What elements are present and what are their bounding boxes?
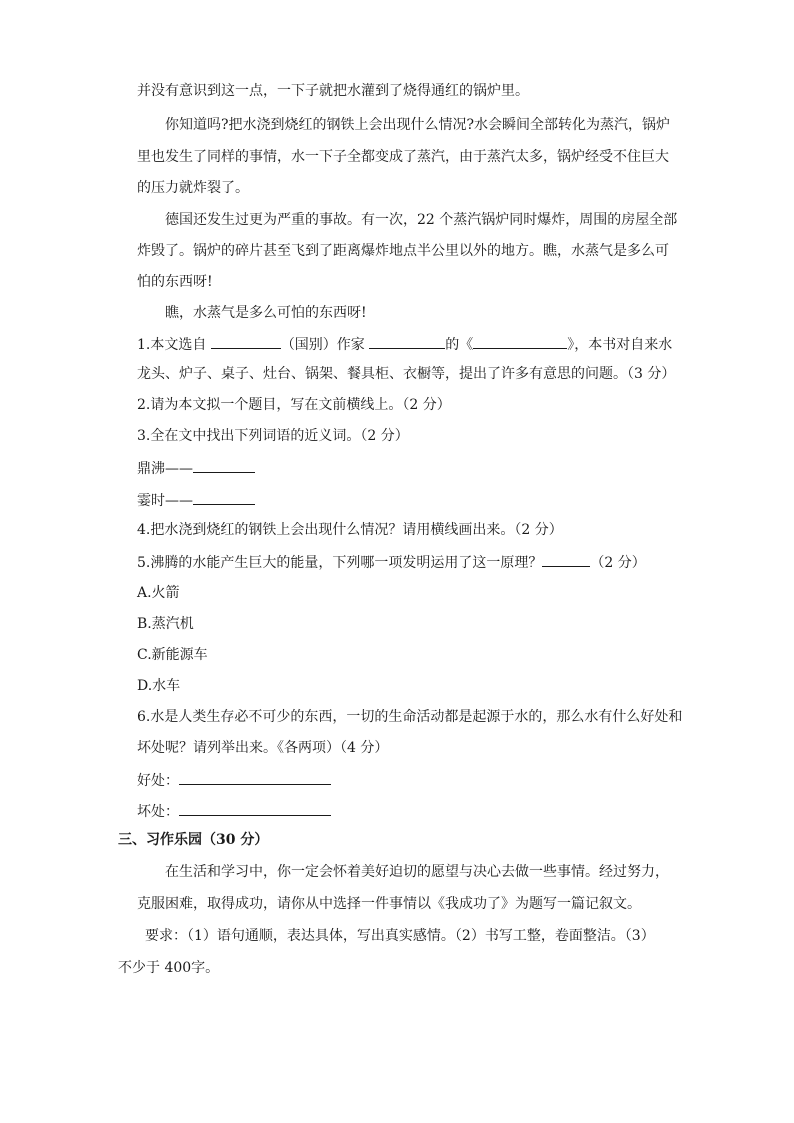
- disadvantages-blank[interactable]: [179, 800, 331, 816]
- option-d: D.水车: [137, 678, 181, 694]
- question-5-score: （2 分）: [590, 555, 646, 571]
- question-4: 4.把水浇到烧红的钢铁上会出现什么情况？请用横线画出来。（2 分）: [137, 522, 563, 538]
- passage-line: 你知道吗?把水浇到烧红的钢铁上会出现什么情况?水会瞬间全部转化为蒸汽，锅炉: [165, 117, 671, 133]
- passage-line: 炸毁了。锅炉的碎片甚至飞到了距离爆炸地点半公里以外的地方。瞧，水蒸气是多么可: [137, 243, 669, 259]
- question-3: 3.全在文中找出下列词语的近义词。（2 分）: [137, 428, 409, 444]
- advantages-blank[interactable]: [179, 769, 331, 785]
- passage-line: 的压力就炸裂了。: [137, 180, 249, 196]
- disadvantages-row: [137, 800, 331, 822]
- passage-line: 瞧，水蒸气是多么可怕的东西呀!: [165, 305, 367, 321]
- passage-line: 德国还发生过更为严重的事故。有一次，22 个蒸汽锅炉同时爆炸，周围的房屋全部: [165, 212, 678, 228]
- author-blank[interactable]: [369, 333, 445, 349]
- question-5-text: 5.沸腾的水能产生巨大的能量，下列哪一项发明运用了这一原理？: [137, 555, 543, 571]
- question-1-line2: 龙头、炉子、桌子、灶台、锅架、餐具柜、衣橱等，提出了许多有意思的问题。（3 分）: [137, 366, 676, 382]
- synonym-item-a: [137, 457, 255, 479]
- essay-requirements: 要求：（1）语句通顺，表达具体，写出真实感情。（2）书写工整，卷面整洁。（3）: [145, 928, 655, 944]
- essay-prompt-line: 克服困难，取得成功，请你从中选择一件事情以《我成功了》为题写一篇记叙文。: [137, 896, 641, 912]
- passage-line: 并没有意识到这一点，一下子就把水灌到了烧得通红的锅炉里。: [137, 83, 529, 99]
- synonym-word-a: 鼎沸——: [137, 461, 193, 477]
- advantages-row: [137, 769, 331, 791]
- question-1-end: 》，本书对自来水: [567, 337, 673, 353]
- passage-line: 怕的东西呀!: [137, 274, 213, 290]
- essay-prompt-line: 在生活和学习中，你一定会怀着美好迫切的愿望与决心去做一些事情。经过努力，: [165, 864, 669, 880]
- option-c: C.新能源车: [137, 647, 208, 663]
- question-1-mid1: （国别）作家: [280, 337, 365, 353]
- question-6: 6.水是人类生存必不可少的东西，一切的生命活动都是起源于水的，那么水有什么好处和: [137, 709, 683, 725]
- question-1: [137, 333, 672, 355]
- passage-line: 里也发生了同样的事情，水一下子全都变成了蒸汽，由于蒸汽太多，锅炉经受不住巨大: [137, 149, 669, 165]
- country-blank[interactable]: [211, 333, 281, 349]
- advantages-label: 好处：: [137, 773, 179, 789]
- essay-requirements-line2: 不少于 400字。: [118, 960, 220, 976]
- synonym-blank-b[interactable]: [193, 489, 255, 505]
- question-2: 2.请为本文拟一个题目，写在文前横线上。（2 分）: [137, 397, 451, 413]
- option-b: B.蒸汽机: [137, 616, 194, 632]
- question-5: [137, 551, 646, 573]
- question-6-line2: 坏处呢？请列举出来。《各两项）（4 分）: [137, 740, 389, 756]
- book-title-blank[interactable]: [473, 333, 567, 349]
- question-1-mid2: 的《: [445, 337, 474, 353]
- question-1-prefix: 1.本文选自: [137, 337, 207, 353]
- option-a: A.火箭: [137, 585, 180, 601]
- section-heading: 三、习作乐园（30 分）: [118, 832, 269, 848]
- answer-blank[interactable]: [542, 551, 590, 567]
- synonym-item-b: [137, 489, 255, 511]
- synonym-word-b: 霎时——: [137, 493, 193, 509]
- synonym-blank-a[interactable]: [193, 457, 255, 473]
- disadvantages-label: 坏处：: [137, 804, 179, 820]
